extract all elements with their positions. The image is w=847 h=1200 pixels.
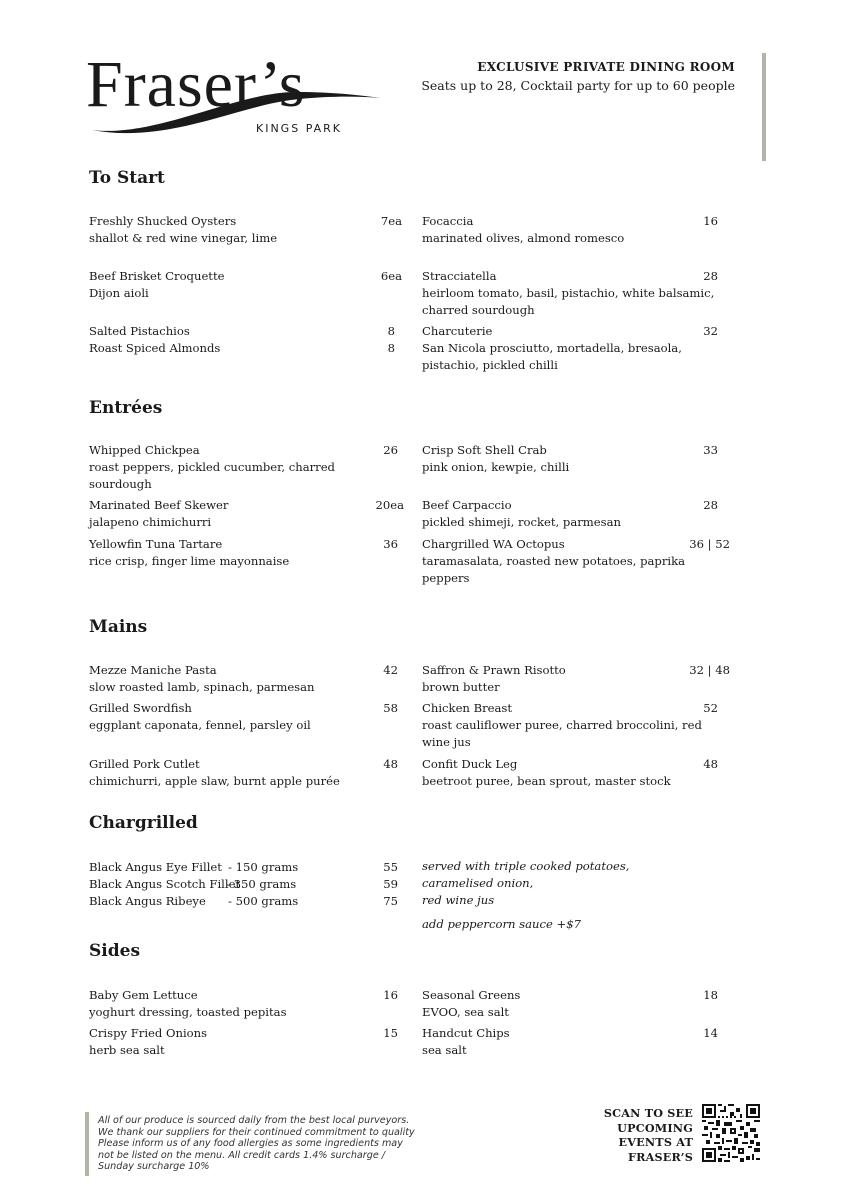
item-desc: marinated olives, almond romesco [422,231,625,245]
item-price: 6ea [380,269,402,283]
item-price: 16 [383,988,398,1002]
scan-prompt [598,1106,693,1164]
item-price: 26 [383,443,398,457]
item-price: 75 [383,894,398,908]
item-price: 28 [703,269,718,283]
menu-item [422,662,566,696]
item-price: 8 [387,341,395,355]
item-desc: roast peppers, pickled cucumber, charred [89,460,335,474]
item-name: Whipped Chickpea [89,443,200,457]
menu-item [422,756,671,790]
menu-item [422,213,624,247]
scan-line: EVENTS AT [618,1135,693,1150]
item-price: 48 [703,757,718,771]
item-price: 42 [383,663,398,677]
item-desc: sourdough [89,477,152,491]
steak-name: Black Angus Ribeye [89,894,206,908]
item-price: 59 [383,877,398,891]
item-name: Marinated Beef Skewer [89,498,229,512]
item-desc: taramasalata, roasted new potatoes, paprika [422,554,686,568]
item-price: 55 [383,860,398,874]
item-name: Charcuterie [422,324,493,338]
header-divider [762,53,766,161]
qr-code-icon[interactable] [702,1104,760,1162]
item-price: 28 [703,498,718,512]
menu-item [89,1025,207,1059]
item-desc: eggplant caponata, fennel, parsley oil [89,718,311,732]
menu-item [89,323,220,357]
item-name: Freshly Shucked Oysters [89,214,237,228]
item-name: Grilled Swordfish [89,701,192,715]
scan-line: FRASER’S [628,1149,693,1164]
menu-item [422,536,685,587]
section-title-entrees: Entrées [89,398,163,418]
brand-location: KINGS PARK [256,122,342,135]
brand-name: Fraser’s [86,48,306,121]
item-desc: roast cauliflower puree, charred broccolini, red [422,718,702,732]
menu-item [422,268,714,319]
item-name: Yellowfin Tuna Tartare [89,537,223,551]
menu-item [89,497,228,531]
menu-item [422,497,621,531]
footer-divider [85,1112,89,1176]
item-name: Grilled Pork Cutlet [89,757,200,771]
item-name: Stracciatella [422,269,497,283]
menu-item [89,700,311,734]
item-name: Seasonal Greens [422,988,521,1002]
item-desc: chimichurri, apple slaw, burnt apple purée [89,774,340,788]
item-price: 33 [703,443,718,457]
item-desc: San Nicola prosciutto, mortadella, bresaola, [422,341,682,355]
item-desc: beetroot puree, bean sprout, master stock [422,774,671,788]
item-price: 14 [703,1026,718,1040]
menu-item [422,987,520,1021]
brand-logo [86,48,386,142]
item-desc: sea salt [422,1043,467,1057]
scan-line: UPCOMING [617,1120,693,1135]
item-desc: brown butter [422,680,500,694]
item-name: Saffron & Prawn Risotto [422,663,566,677]
item-name: Chicken Breast [422,701,513,715]
item-desc: jalapeno chimichurri [89,515,212,529]
menu-item [422,700,702,751]
item-name: Focaccia [422,214,474,228]
item-price: 20ea [375,498,404,512]
item-name: Salted Pistachios [89,324,190,338]
section-title-chargrilled: Chargrilled [89,813,198,833]
item-price: 58 [383,701,398,715]
item-price: 32 | 48 [689,663,730,677]
item-desc: pistachio, pickled chilli [422,358,558,372]
item-desc: peppers [422,571,470,585]
item-price: 18 [703,988,718,1002]
item-desc: rice crisp, finger lime mayonnaise [89,554,290,568]
steak-weight: - 500 grams [228,894,299,908]
item-price: 52 [703,701,718,715]
menu-item [89,756,340,790]
item-desc: Dijon aioli [89,286,149,300]
menu-item [422,442,569,476]
menu-item [422,1025,510,1059]
item-name: Crisp Soft Shell Crab [422,443,547,457]
note-line: caramelised onion, [422,876,534,890]
steak-weight: - 150 grams [228,860,299,874]
item-price: 7ea [380,214,402,228]
item-desc: shallot & red wine vinegar, lime [89,231,278,245]
item-desc: wine jus [422,735,471,749]
item-desc: charred sourdough [422,303,535,317]
footer-note-line: We thank our suppliers for their continued commitment to quality [98,1126,415,1138]
item-name: Beef Carpaccio [422,498,512,512]
menu-item [89,268,225,302]
item-price: 8 [387,324,395,338]
scan-line: SCAN TO SEE [603,1106,693,1120]
menu-item [89,662,315,696]
footer-note-line: Sunday surcharge 10% [98,1161,210,1173]
item-price: 36 | 52 [689,537,730,551]
steak-name: Black Angus Eye Fillet [89,860,222,874]
item-price: 32 [703,324,718,338]
item-desc: herb sea salt [89,1043,165,1057]
item-name: Chargrilled WA Octopus [422,537,565,551]
footer-note-line: not be listed on the menu. All credit cards 1.4% surcharge / [98,1149,386,1161]
menu-item [89,536,289,570]
item-name: Confit Duck Leg [422,757,518,771]
menu-item [422,323,682,374]
item-desc: slow roasted lamb, spinach, parmesan [89,680,315,694]
item-name: Crispy Fried Onions [89,1026,208,1040]
item-desc: heirloom tomato, basil, pistachio, white balsamic, [422,286,715,300]
section-title-sides: Sides [89,941,141,961]
steak-name: Black Angus Scotch Fillet [89,877,241,891]
item-desc: EVOO, sea salt [422,1005,509,1019]
item-price: 15 [383,1026,398,1040]
footer-note [98,1115,468,1173]
footer-note-line: Please inform us of any food allergies as some ingredients may [98,1138,403,1150]
private-dining-subtitle: Seats up to 28, Cocktail party for up to 60 people [421,78,735,93]
item-desc: pickled shimeji, rocket, parmesan [422,515,621,529]
menu-item [89,442,335,493]
item-name: Beef Brisket Croquette [89,269,225,283]
section-title-to-start: To Start [89,168,165,188]
chargrilled-note [422,858,629,909]
item-name: Roast Spiced Almonds [89,341,221,355]
private-dining-info [421,60,735,93]
footer-note-line: All of our produce is sourced daily from the best local purveyors. [98,1115,410,1126]
item-price: 36 [383,537,398,551]
private-dining-title: EXCLUSIVE PRIVATE DINING ROOM [477,60,735,74]
item-desc: pink onion, kewpie, chilli [422,460,570,474]
item-price: 48 [383,757,398,771]
item-name: Mezze Maniche Pasta [89,663,217,677]
item-name: Baby Gem Lettuce [89,988,198,1002]
note-line: red wine jus [422,893,495,907]
item-name: Handcut Chips [422,1026,510,1040]
menu-item [89,213,277,247]
item-desc: yoghurt dressing, toasted pepitas [89,1005,287,1019]
chargrilled-addon: add peppercorn sauce +$7 [422,917,581,931]
menu-item [89,987,287,1021]
note-line: served with triple cooked potatoes, [422,859,630,873]
item-price: 16 [703,214,718,228]
section-title-mains: Mains [89,617,148,637]
steak-weight: - 350 grams [226,877,297,891]
